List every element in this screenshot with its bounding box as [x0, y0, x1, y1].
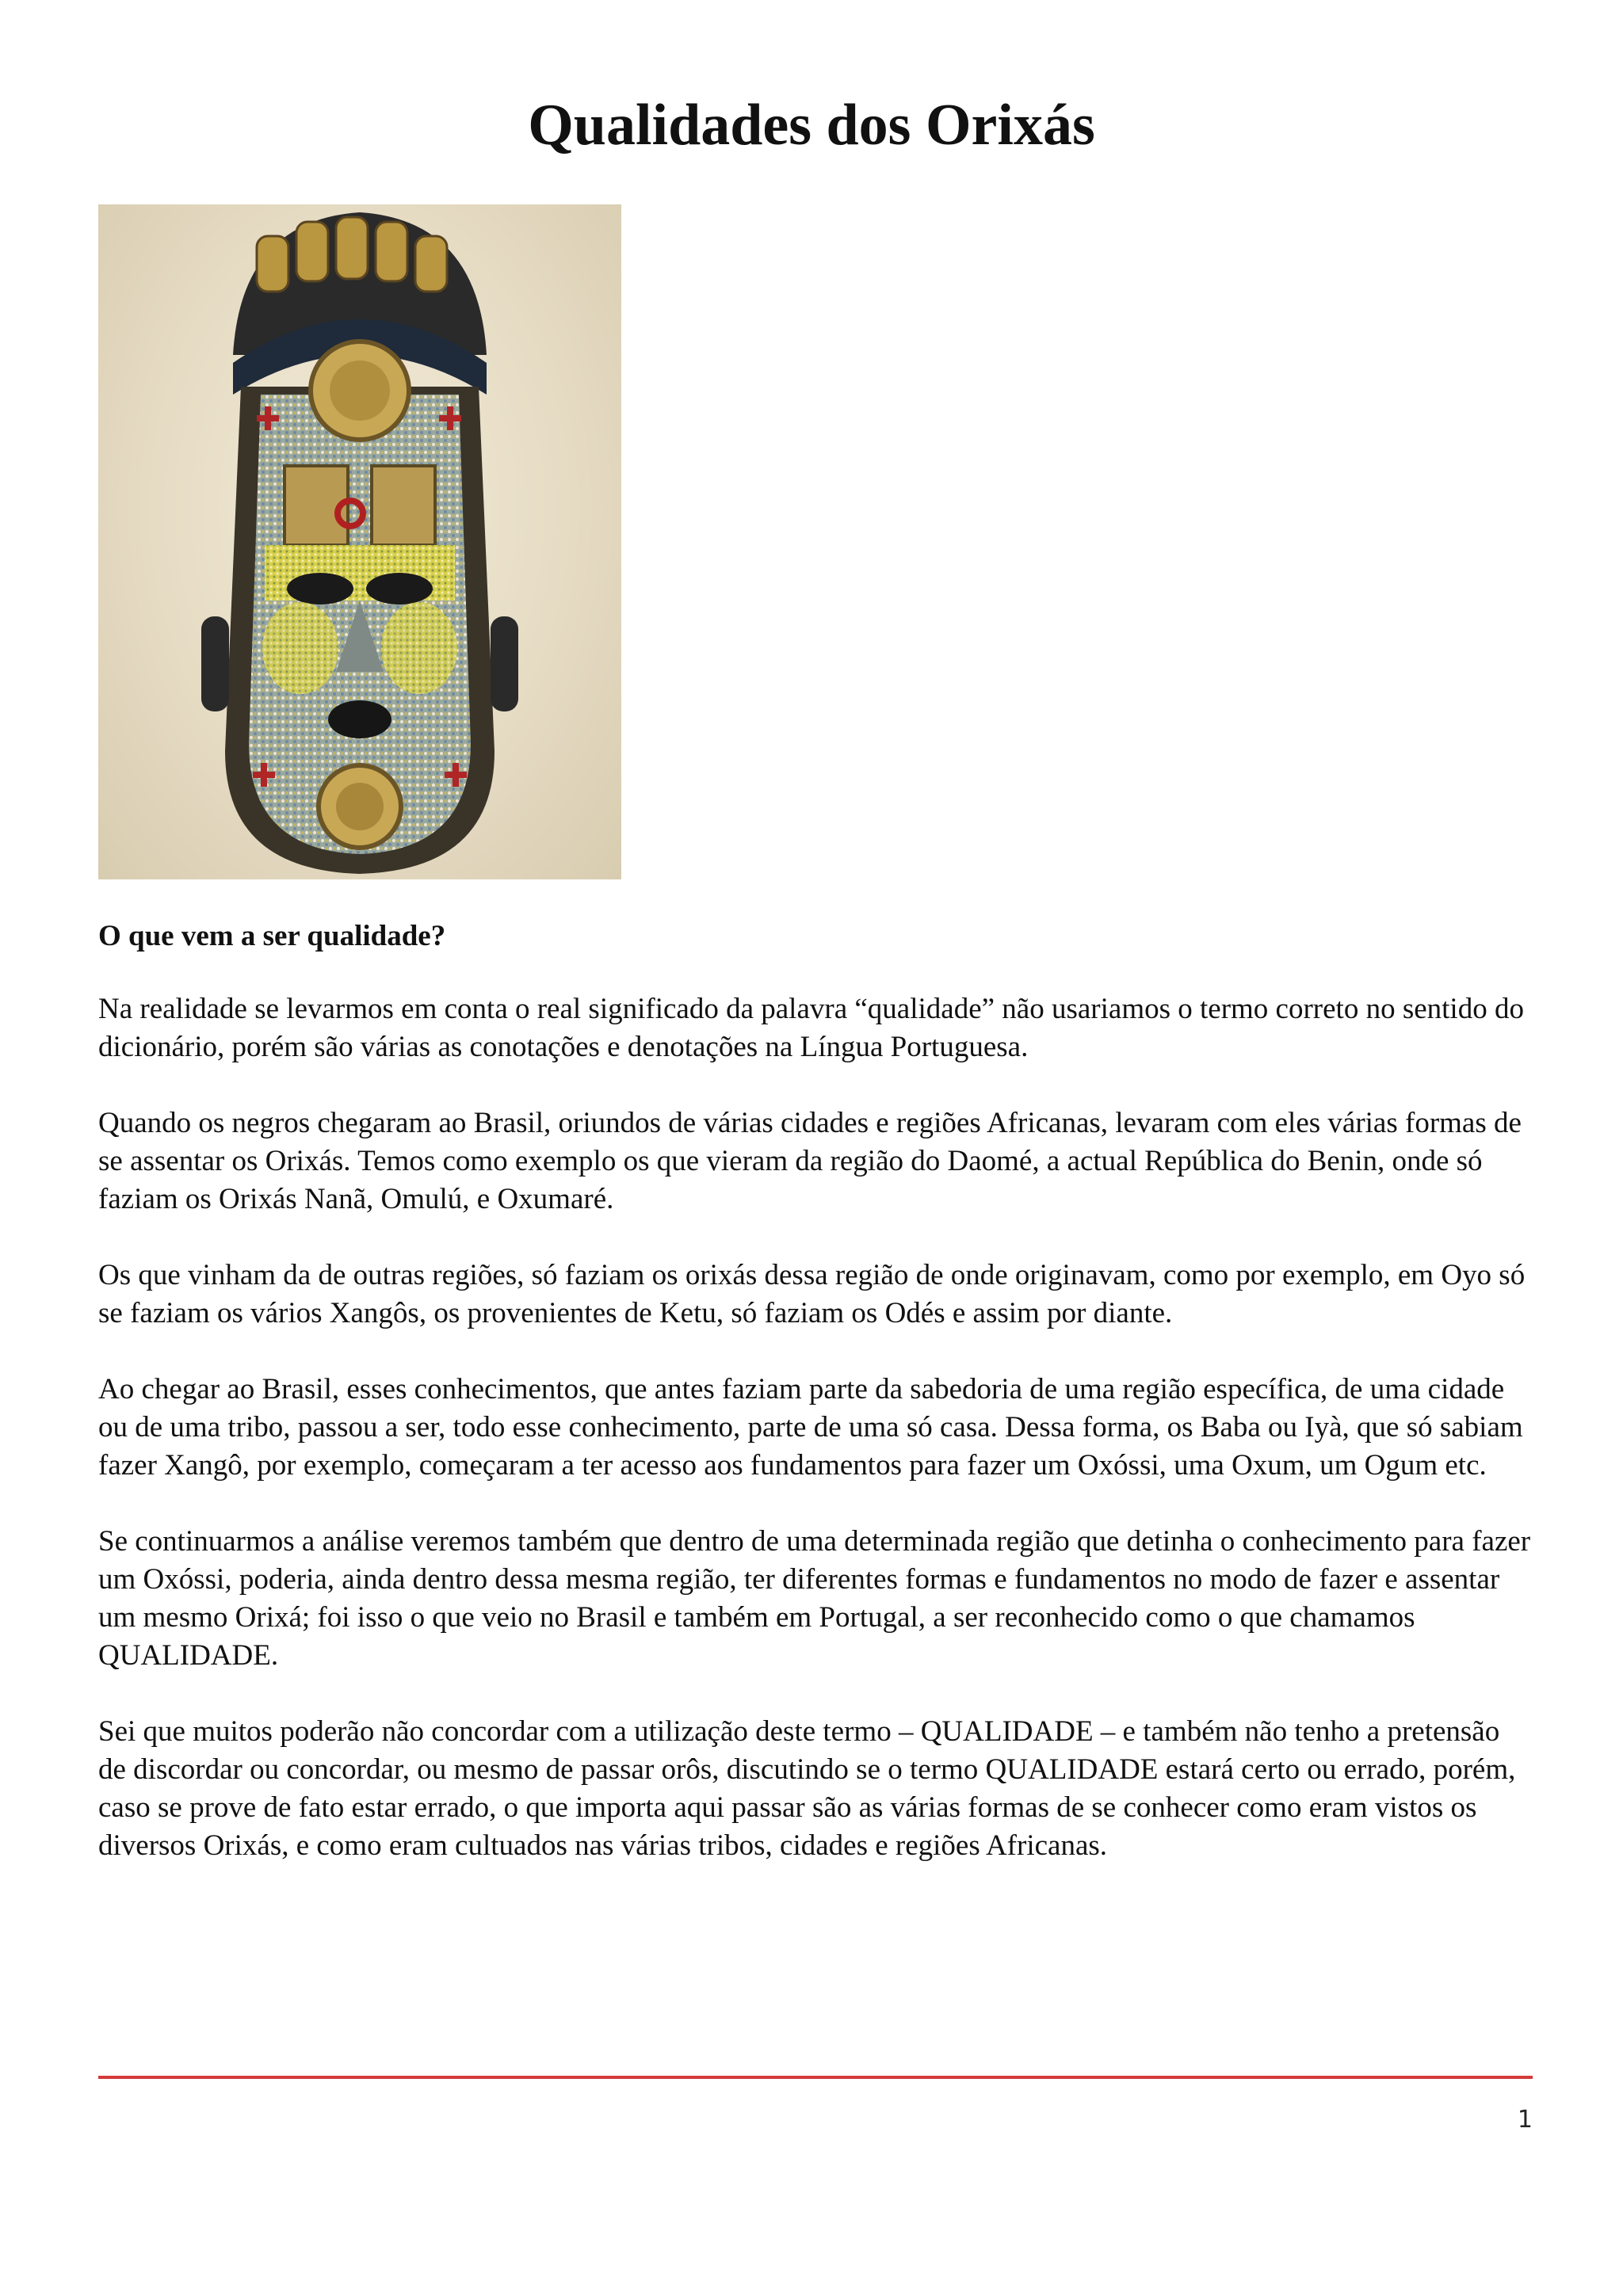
- page-number: 1: [1517, 2106, 1533, 2134]
- paragraph: Os que vinham da de outras regiões, só faziam os orixás dessa região de onde originavam, como por exemplo, em Oyo só se faziam os vários Xangôs, os provenientes de Ketu, só faziam os Odés e assim por diante.: [98, 1259, 1526, 1329]
- paragraph: Quando os negros chegaram ao Brasil, oriundos de várias cidades e regiões Africanas, levaram com eles várias formas de se assentar os Orixás. Temos como exemplo os que vieram da região do Daomé, a actual República do Benin, onde só faziam os Orixás Nanã, Omulú, e Oxumaré.: [98, 1107, 1522, 1215]
- paragraph: Na realidade se levarmos em conta o real significado da palavra “qualidade” não usariamos o termo correto no sentido do dicionário, porém são várias as conotações e denotações na Língua Portuguesa.: [98, 993, 1524, 1063]
- mask-image: [98, 204, 621, 879]
- footer-divider: [98, 2076, 1533, 2079]
- section-heading: O que vem a ser qualidade?: [98, 920, 446, 952]
- paragraph: Se continuarmos a análise veremos também que dentro de uma determinada região que detinha o conhecimento para fazer um Oxóssi, poderia, ainda dentro dessa mesma região, ter diferentes formas e fundamentos no modo de fazer e assentar um mesmo Orixá; foi isso o que veio no Brasil e também em Portugal, a ser reconhecido como o que chamamos QUALIDADE.: [98, 1525, 1531, 1672]
- document-body: [98, 917, 1533, 1903]
- paragraph: Ao chegar ao Brasil, esses conhecimentos, que antes faziam parte da sabedoria de uma região específica, de uma cidade ou de uma tribo, passou a ser, todo esse conhecimento, parte de uma só casa. Dessa forma, os Baba ou Iyà, que só sabiam fazer Xangô, por exemplo, começaram a ter acesso aos fundamentos para fazer um Oxóssi, uma Oxum, um Ogum etc.: [98, 1373, 1523, 1482]
- paragraph: Sei que muitos poderão não concordar com a utilização deste termo – QUALIDADE – e também não tenho a pretensão de discordar ou concordar, ou mesmo de passar orôs, discutindo se o termo QUALIDADE estará certo ou errado, porém, caso se prove de fato estar errado, o que importa aqui passar são as várias formas de se conhecer como eram vistos os diversos Orixás, e como eram cultuados nas várias tribos, cidades e regiões Africanas.: [98, 1715, 1516, 1862]
- mask-illustration: [98, 204, 621, 879]
- document-title: Qualidades dos Orixás: [528, 93, 1095, 158]
